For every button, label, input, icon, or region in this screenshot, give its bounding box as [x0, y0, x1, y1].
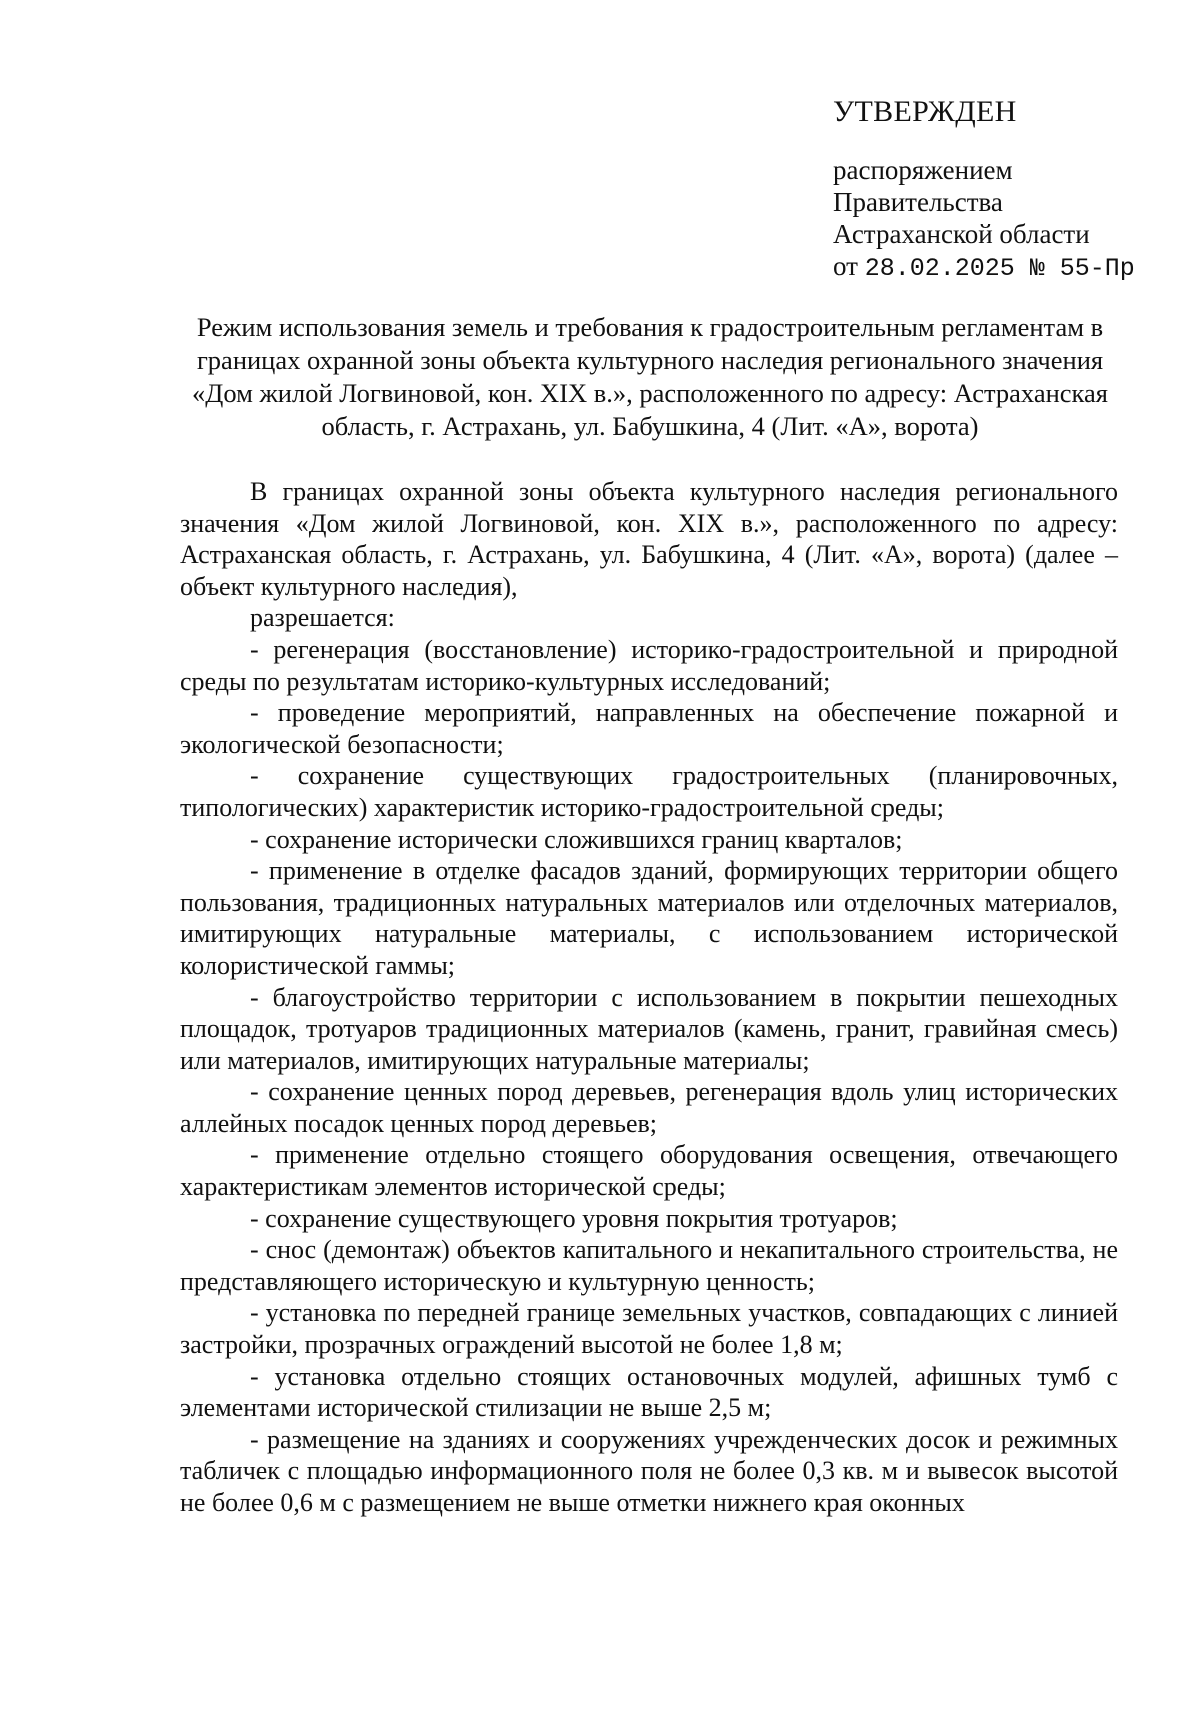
list-item: - благоустройство территории с использованием в покрытии пешеходных площадок, тротуаров традиционных материалов (камень, гранит, гравийная смесь) или материалов, имитирующих натуральные материалы;	[180, 982, 1118, 1075]
list-item: - сохранение ценных пород деревьев, регенерация вдоль улиц исторических аллейных посадок ценных пород деревьев;	[180, 1077, 1118, 1138]
list-item: - установка отдельно стоящих остановочных модулей, афишных тумб с элементами исторической стилизации не выше 2,5 м;	[180, 1361, 1118, 1423]
approval-stamp	[833, 96, 1135, 285]
approval-date: 28.02.2025 № 55-Пр	[864, 254, 1135, 283]
document-body	[180, 476, 1118, 1519]
intro-paragraph: В границах охранной зоны объекта культурного наследия регионального значения «Дом жилой Логвиновой, кон. XIX в.», расположенного по адресу: Астраханская область, г. Астрахань, ул. Бабушкина, 4 (Лит. «А», ворота) (далее – объект культурного наследия),	[180, 477, 1118, 601]
approval-date-line	[833, 250, 1135, 285]
allowed-label: разрешается:	[250, 603, 395, 633]
approval-line: распоряжением	[833, 155, 1013, 185]
list-item: - регенерация (восстановление) историко-градостроительной и природной среды по результатам историко-культурных исследований;	[180, 634, 1118, 696]
list-item: - установка по передней границе земельных участков, совпадающих с линией застройки, прозрачных ограждений высотой не более 1,8 м;	[180, 1298, 1118, 1360]
list-item: - применение отдельно стоящего оборудования освещения, отвечающего характеристикам элементов исторической среды;	[180, 1140, 1118, 1202]
list-item: - применение в отделке фасадов зданий, формирующих территории общего пользования, традиционных натуральных материалов или отделочных материалов, имитирующих натуральные материалы, с использованием исторической колористической гаммы;	[180, 856, 1118, 980]
approval-date-prefix: от	[833, 251, 858, 281]
list-item: - сохранение существующего уровня покрытия тротуаров;	[250, 1203, 898, 1233]
approval-line: Астраханской области	[833, 219, 1090, 249]
approval-title: УТВЕРЖДЕН	[833, 95, 1017, 128]
list-item: - сохранение исторически сложившихся границ кварталов;	[250, 824, 903, 854]
document-title: Режим использования земель и требования к градостроительным регламентам в границах охранной зоны объекта культурного наследия регионального значения «Дом жилой Логвиновой, кон. XIX в.», расположенного по адресу: Астраханская область, г. Астрахань, ул. Бабушкина, 4 (Лит. «А», ворота)	[192, 312, 1108, 441]
approval-line: Правительства	[833, 187, 1003, 217]
list-item: - размещение на зданиях и сооружениях учрежденческих досок и режимных табличек с площадью информационного поля не более 0,3 кв. м и вывесок высотой не более 0,6 м с размещением не выше отметки нижнего края оконных	[180, 1424, 1118, 1517]
list-item: - проведение мероприятий, направленных на обеспечение пожарной и экологической безопасности;	[180, 698, 1118, 759]
list-item: - сохранение существующих градостроительных (планировочных, типологических) характеристик историко-градостроительной среды;	[180, 761, 1118, 822]
list-item: - снос (демонтаж) объектов капитального и некапитального строительства, не представляющего историческую и культурную ценность;	[180, 1235, 1118, 1296]
